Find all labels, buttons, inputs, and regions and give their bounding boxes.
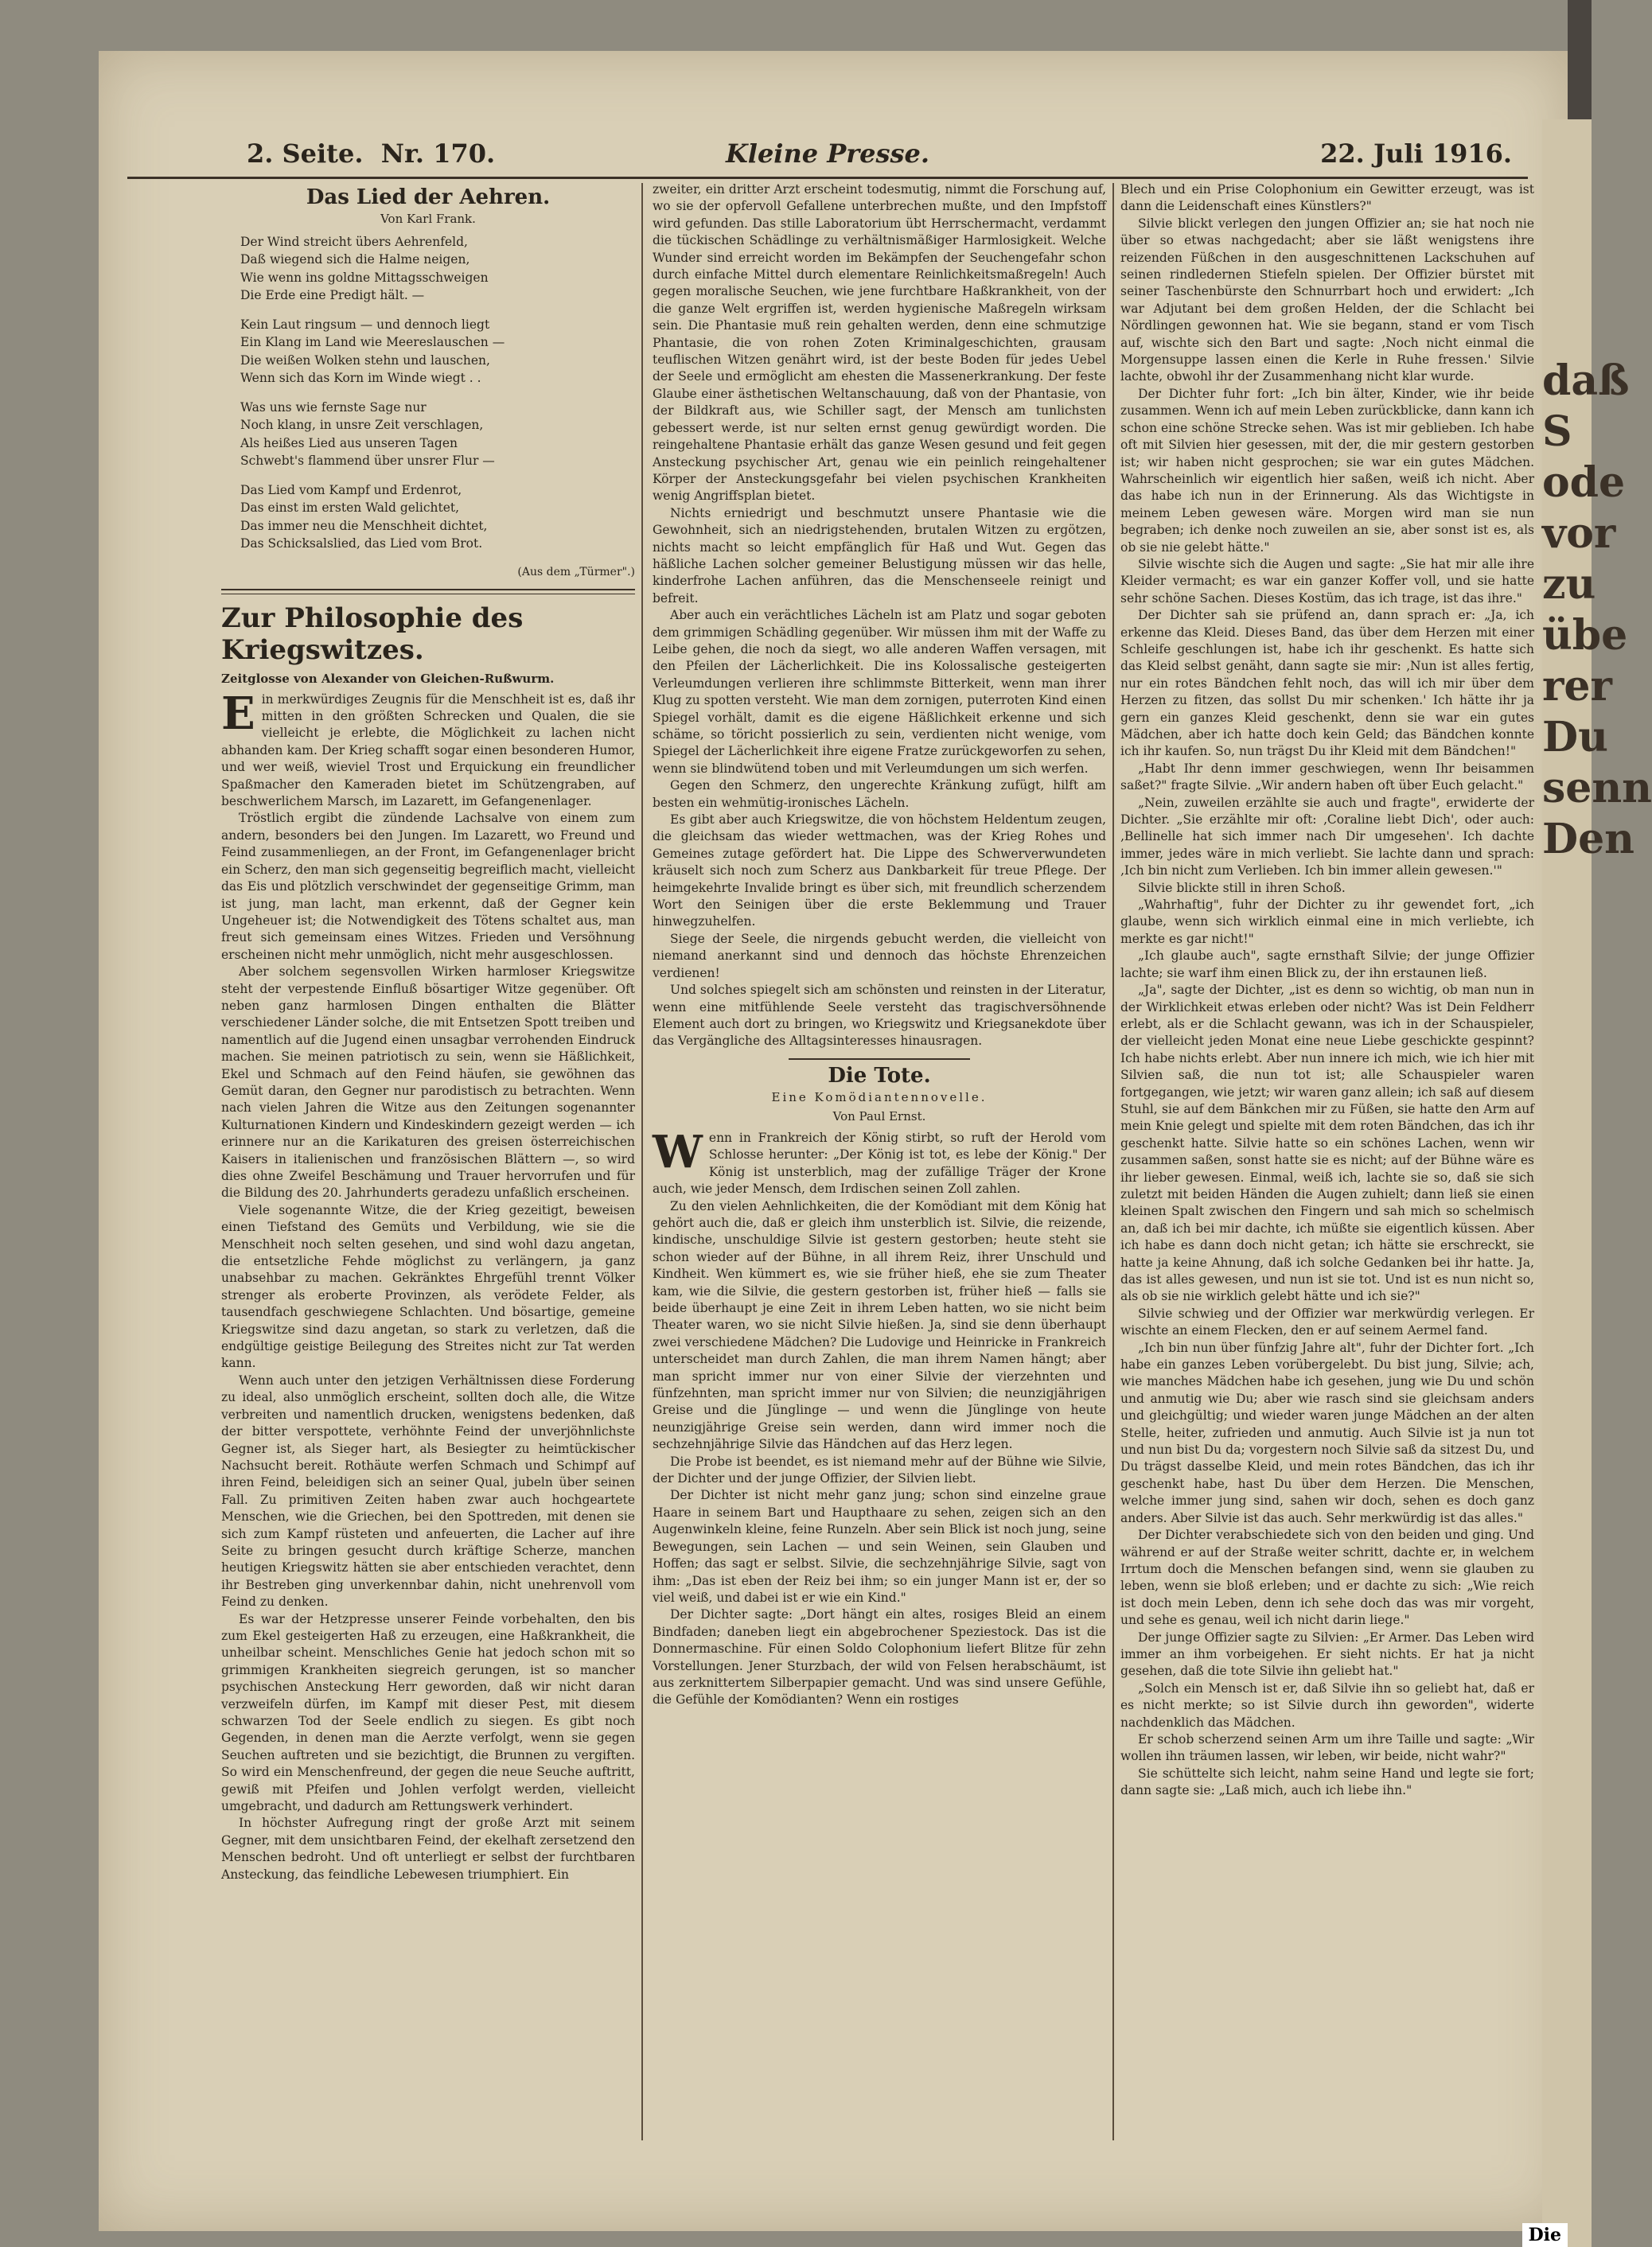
paragraph: Der Dichter fuhr fort: „Ich bin älter, Kinder, wie ihr beide zusammen. Wenn ich auf mein Leben zurückblicke, dann kann ich schon eine schöne Strecke sehen. Was ist mir geblieben. Ich habe oft mit Silvien hier gesessen, mit der, die mir gestern gestorben ist; wir haben nicht gesprochen; sie war ein gutes Mädchen. Wahrscheinlich wir eigentlich hier saßen, weiß ich nicht. Aber das habe ich nun in der Erinnerung. Als das Wichtigste in meinem Leben gewesen wäre. Morgen wird man sie nun begraben; ich denke noch zuweilen an sie, aber sonst ist es, als ob sie nie gelebt hätte." — [1120, 386, 1534, 555]
poem-source: (Aus dem „Türmer".) — [517, 565, 635, 578]
paragraph: Der Dichter sagte: „Dort hängt ein altes, rosiges Bleid an einem Bindfaden; daneben liegt ein abgebrochener Speziestock. Das ist die Donnermaschine. Für einen Soldo Colophonium liefert Blitze für zehn Vorstellungen. Jener Sturzbach, der wild von Felsen herabschäumt, ist aus zerknittertem Silberpapier gemacht. Und was sind unsere Gefühle, die Gefühle der Komödianten? Wenn ein rostiges — [653, 1607, 1106, 1708]
paragraph: Siege der Seele, die nirgends gebucht werden, die vielleicht von niemand anerkannt sind und dennoch das höchste Ehrenzeichen verdienen! — [653, 931, 1106, 980]
divider — [789, 1058, 970, 1060]
column-3 — [1120, 181, 1534, 2139]
paragraph: Silvie blickte still in ihren Schoß. — [1138, 880, 1346, 895]
adjacent-page-fragment: rer — [1542, 662, 1612, 711]
paragraph: „Wahrhaftig", fuhr der Dichter zu ihr gewendet fort, „ich glaube, wenn sich wirklich einmal eine in mich verliebte, ich merkte es gar nicht!" — [1120, 898, 1534, 946]
paragraph: Viele sogenannte Witze, die der Krieg gezeitigt, beweisen einen Tiefstand des Gemüts und Verbildung, wie sie die Menschheit noch selten gesehen, und sind wohl dazu angetan, die entsetzliche Fehde möglichst zu verlängern, ja ganz unabsehbar zu machen. Gekränktes Ehrgefühl trennt Völker strenger als eroberte Provinzen, als verödete Felder, als tausendfach geschwiegene Schlachten. Und bösartige, gemeine Kriegswitze sind dazu angetan, so stark zu verletzen, daß die endgültige geistige Beilegung des Streites nicht zur Tat werden kann. — [221, 1202, 635, 1371]
paragraph: Es war der Hetzpresse unserer Feinde vorbehalten, den bis zum Ekel gesteigerten Haß zu erzeugen, eine Haßkrankheit, die unheilbar scheint. Menschliches Genie hat jedoch schon mit so grimmigen Krankheiten siegreich gerungen, ist so mancher psychischen Ansteckung Herr geworden, daß wir nicht daran verzweifeln dürfen, im Kampf mit dieser Pest, mit diesem schwarzen Tod der Seele endlich zu siegen. Es gibt noch Gegenden, in denen man die Aerzte verfolgt, wenn sie gegen Seuchen auftreten und sie bezichtigt, die Brunnen zu vergiften. So wird ein Menschenfreund, der gegen die neue Seuche auftritt, gewiß mit Pfeifen und Johlen verfolgt werden, vielleicht umgebracht, und dadurch am Rettungswerk verhindert. — [221, 1611, 635, 1814]
paragraph: „Nein, zuweilen erzählte sie auch und fragte", erwiderte der Dichter. „Sie erzählte mir oft: ‚Coraline liebt Dich', oder auch: ‚Bellinelle hat sich immer nach Dir umgesehen'. Ich dachte immer, jedes wäre in mich verliebt. Sie lachte dann und sprach: ‚Ich bin nicht zum Verlieben. Ich bin immer allein gewesen.'" — [1120, 795, 1534, 878]
adjacent-page-fragment: daß — [1542, 356, 1630, 405]
poem-stanza: Kein Laut ringsum — und dennoch liegt Ein Klang im Land wie Meereslauschen — Die weißen Wolken stehn und lauschen, Wenn sich das Korn im Winde wiegt . . — [240, 317, 505, 386]
paragraph: Der Dichter ist nicht mehr ganz jung; schon sind einzelne graue Haare in seinem Bart und Haupthaare zu sehen, zeigen sich an den Augenwinkeln kleine, feine Runzeln. Aber sein Blick ist noch jung, seine Bewegungen, sein Lachen — und sein Weinen, sein Glauben und Hoffen; das sagt er selbst. Silvie, die sechzehnjährige Silvie, sagt von ihm: „Das ist eben der Reiz bei ihm; so ein junger Mann ist er, der so viel weiß, und dabei ist er wie ein Kind." — [653, 1488, 1106, 1605]
paragraph: Wenn auch unter den jetzigen Verhältnissen diese Forderung zu ideal, also unmöglich erscheint, sollten doch alle, die Witze verbreiten und namentlich drucken, wenigstens bedenken, daß der bitter verspottete, verhöhnte Feind der unverjöhnlichste Gegner ist, als Sieger hart, als Besiegter zu heimtückischer Nachsucht bereit. Rothäute werfen Schmach und Schimpf auf ihren Feind, beleidigen sich an seiner Qual, jubeln über seinen Fall. Zu primitiven Zeiten haben zwar auch hochgeartete Menschen, wie die Griechen, bei den Spottreden, mit denen sie sich zum Kampf rüsteten und anfeuerten, die Lacher auf ihre Seite zu bringen gesucht durch kräftige Scherze, manchen heutigen Kriegswitz hätten sie aber entschieden verachtet, denn ihr Bestreben ging unverkennbar dahin, nicht unehrenvoll vom Feind zu denken. — [221, 1373, 635, 1610]
divider — [221, 589, 635, 594]
adjacent-page-fragment: S — [1542, 407, 1572, 456]
novella-dropcap: W — [653, 1125, 703, 1178]
poem-stanza: Was uns wie fernste Sage nur Noch klang, in unsre Zeit verschlagen, Als heißes Lied aus unseren Tagen Schwebt's flammend über unsrer Flur — — [240, 399, 495, 469]
paragraph: enn in Frankreich der König stirbt, so ruft der Herold vom Schlosse herunter: „Der König ist tot, es lebe der König." Der König ist unsterblich, mag der zufällige Träger der Krone auch, wie jeder Mensch, dem Irdischen seinen Zoll zahlen. — [653, 1130, 1106, 1197]
essay-subtitle: Zeitglosse von Alexander von Gleichen-Rußwurm. — [221, 672, 555, 687]
poem-author: Von Karl Frank. — [380, 212, 476, 227]
novella-title: Die Tote. — [828, 1063, 931, 1088]
paragraph: Silvie blickt verlegen den jungen Offizier an; sie hat noch nie über so etwas nachgedacht; aber sie läßt wenigstens ihre reizenden Füßchen in den ausgeschnittenen Lackschuhen auf seinen rindledernen Stiefeln spielen. Der Offizier bürstet mit seiner Taschenbürste den Schnurrbart hoch und erwidert: „Ich war Adjutant bei dem großen Helden, der die Schlacht bei Nördlingen gewonnen hat. Wie sie begann, stand er vom Tisch auf, wischte sich den Bart und sagte: ‚Noch nicht einmal die Morgensuppe lassen einen die Kerle in Ruhe fressen.' Silvie lachte, obwohl ihr der Zusammenhang nicht klar wurde. — [1120, 216, 1534, 384]
paragraph: „Solch ein Mensch ist er, daß Silvie ihn so geliebt hat, daß er es nicht merkte; so ist Silvie durch ihn geworden", widerte nachdenklich das Mädchen. — [1120, 1680, 1534, 1730]
column-1 — [221, 181, 635, 2139]
essay-body — [221, 687, 635, 1883]
paragraph: „Habt Ihr denn immer geschwiegen, wenn Ihr beisammen saßet?" fragte Silvie. „Wir andern haben oft über Euch gelacht." — [1120, 761, 1534, 793]
novella-subtitle: Eine Komödiantennovelle. — [771, 1090, 988, 1105]
paragraph: Er schob scherzend seinen Arm um ihre Taille und sagte: „Wir wollen ihn träumen lassen, wir leben, wir beide, nicht wahr?" — [1120, 1731, 1534, 1764]
essay-dropcap: E — [221, 687, 255, 740]
page-header — [127, 135, 1528, 179]
paragraph: Gegen den Schmerz, den ungerechte Kränkung zufügt, hilft am besten ein wehmütig-ironisches Lächeln. — [653, 778, 1106, 810]
corner-stamp: Die — [1522, 2223, 1568, 2247]
paragraph: zweiter, ein dritter Arzt erscheint todesmutig, nimmt die Forschung auf, wo sie der opfervoll Gefallene unterbrechen mußte, und den Impfstoff wird gefunden. Das stille Laboratorium übt Herrschermacht, verdammt die tückischen Schädlinge zu verhältnismäßiger Harmlosigkeit. Welche Wunder sind erreicht worden im Bekämpfen der Seuchengefahr schon durch einfache Mittel durch elementare Reinlichkeitsmaßregeln! Auch gegen moralische Seuchen, wie jene furchtbare Haßkrankheit, von der die ganze Welt ergriffen ist, werden hygienische Maßregeln wirksam sein. Die Phantasie muß rein gehalten werden, denn eine schmutzige Phantasie, die von rohen Zoten Kriminalgeschichten, grausam teuflischen Witzen genährt wird, ist der beste Boden für jedes Uebel der Seele und ermöglicht am ehesten die Massenerkrankung. Der feste Glaube einer ästhetischen Weltanschauung, daß von der Phantasie, von der Bildkraft aus, wie Schiller sagt, der Mensch am tunlichsten gebessert werde, ist nur selten ernst genug gewürdigt worden. Die reingehaltene Phantasie erhält das ganze Wesen gesund und feit gegen Ansteckung psychischer Art, genau wie ein peinlich reingehaltener Körper der Ansteckungsgefahr bei vielen psychischen Krankheiten wenig Angriffsplan bietet. — [653, 182, 1106, 504]
issue-date: 22. Juli 1916. — [1320, 138, 1512, 169]
paragraph: Aber solchem segensvollen Wirken harmloser Kriegswitze steht der verpestende Einfluß bösartiger Witze gegenüber. Oft neben ganz harmlosen Dingen enthalten die Blätter verschiedener Länder solche, die mit Entsetzen Spott treiben und namentlich auf die Jugend einen unsagbar verrohenden Eindruck machen. Sie meinen patriotisch zu sein, wenn sie Häßlichkeit, Ekel und Schmach auf den Feind häufen, sie gewöhnen das Gemüt daran, den Gegner nur parodistisch zu betrachten. Wenn nach vielen Jahren die Witze aus den Zeitungen sogenannter Kulturnationen Kindern und Kindeskindern gezeigt werden — ich erinnere nur an die Karikaturen des greisen österreichischen Kaisers in italienischen und französischen Blättern —, so wird dies ohne Zweifel Beschämung und Trauer hervorrufen und für die Bildung des 20. Jahrhunderts geradezu unfaßlich erscheinen. — [221, 964, 635, 1201]
adjacent-page-fragment: vor — [1542, 509, 1616, 558]
paragraph: Silvie wischte sich die Augen und sagte: „Sie hat mir alle ihre Kleider vermacht; es war ein ganzer Koffer voll, und sie hatte sehr schöne Sachen. Dieses Kostüm, das ich trage, ist das ihre." — [1120, 556, 1534, 606]
paragraph: Der Dichter sah sie prüfend an, dann sprach er: „Ja, ich erkenne das Kleid. Dieses Band, das über dem Herzen mit einer Schleife geschlungen ist, habe ich ihr geschenkt. Es hatte sich das Kleid selbst genäht, dann sagte sie mir: ‚Nun ist alles fertig, nur ein rotes Bändchen fehlt noch, das will ich mir über dem Herzen zu fitzen, das sollst Du mir schenken.' Ich hätte ihr ja gern ein ganzes Kleid geschenkt, denn sie war ein gutes Mädchen, aber ich hatte doch kein Geld; das Bändchen konnte ich ihr kaufen. So, nun trägst Du ihr Kleid mit dem Bändchen!" — [1120, 608, 1534, 759]
column-2 — [653, 181, 1106, 2139]
essay-continuation — [653, 181, 1106, 1050]
adjacent-page-fragment: Den — [1542, 815, 1634, 863]
novella-body — [653, 1125, 1106, 1709]
paragraph: Nichts erniedrigt und beschmutzt unsere Phantasie wie die Gewohnheit, sich an niedrigstehenden, brutalen Witzen zu ergötzen, nichts macht so leicht empfänglich für Haß und Wut. Gegen das häßliche Lachen solcher gemeiner Belustigung müssen wir das helle, kinderfrohe Lachen anführen, das die Menschenseele reinigt und befreit. — [653, 505, 1106, 606]
paragraph: Und solches spiegelt sich am schönsten und reinsten in der Literatur, wenn eine mitfühlende Seele versteht das tragischversöhnende Element auch dort zu bringen, wo Kriegswitz und Kriegsanekdote über das Vergängliche des Alltagsinteresses hinausragen. — [653, 983, 1106, 1049]
paragraph: Zu den vielen Aehnlichkeiten, die der Komödiant mit dem König hat gehört auch die, daß er gleich ihm unsterblich ist. Silvie, die reizende, kindische, unschuldige Silvie ist gestern gestorben; heute steht sie schon wieder auf der Bühne, in all ihrem Reiz, ihrer Unschuld und Kindheit. Wen kümmert es, wie sie früher hieß, ehe sie zum Theater kam, wie die Silvie, die gestern gestorben ist, früher hieß — falls sie beide überhaupt je eine Zeit in ihrem Leben hatten, wo sie nicht beim Theater waren, wo sie nicht Silvie hießen. Ja, sind sie denn überhaupt zwei verschiedene Mädchen? Die Ludovige und Heinricke in Frankreich unterscheidet man durch Zahlen, die man ihrem Namen hängt; aber man spricht immer nur von einer Silvie der vierzehnten und fünfzehnten, man spricht immer nur von Silvien; die neunzigjährigen Greise und die Jünglinge — und wenn die Jünglinge von heute neunzigjährige Greise sein werden, dann wird immer noch die sechzehnjährige Silvie das Händchen auf das Herz legen. — [653, 1198, 1106, 1452]
column-rule — [1112, 183, 1114, 2140]
paragraph: Es gibt aber auch Kriegswitze, die von höchstem Heldentum zeugen, die gleichsam das wieder wettmachen, was der Krieg Rohes und Gemeines zutage gefördert hat. Die Lippe des Schwerverwundeten kräuselt sich noch zum Scherz aus Dankbarkeit für treue Pflege. Der heimgekehrte Invalide bringt es über sich, mit freundlich scherzendem Wort den Seinigen über die erste Beklemmung und Trauer hinwegzuhelfen. — [653, 812, 1106, 929]
issue-number: Nr. 170. — [380, 138, 496, 169]
poem-body — [240, 233, 635, 553]
poem-title: Das Lied der Aehren. — [306, 185, 551, 209]
newspaper-title: Kleine Presse. — [725, 138, 930, 169]
adjacent-page-fragment: zu — [1542, 560, 1596, 609]
paragraph: Der junge Offizier sagte zu Silvien: „Er Armer. Das Leben wird immer an ihm vorbeigehen. Er sieht nichts. Er hat ja nicht gesehen, daß die tote Silvie ihn geliebt hat." — [1120, 1630, 1534, 1679]
adjacent-page-fragment: ode — [1542, 458, 1626, 507]
paragraph: Blech und ein Prise Colophonium ein Gewitter erzeugt, was ist dann die Leidenschaft eines Künstlers?" — [1120, 182, 1534, 214]
column-rule — [641, 183, 643, 2140]
paragraph: „Ich bin nun über fünfzig Jahre alt", fuhr der Dichter fort. „Ich habe ein ganzes Leben vorübergelebt. Du bist jung, Silvie; ach, wie manches Mädchen habe ich gesehen, jung wie Du und schön und anmutig wie Du; aber wie rasch sind sie gleichsam anders und gleichgültig; und wieder waren junge Mädchen an der alten Stelle, heiter, zufrieden und anmutig. Auch Silvie ist ja nun tot und nun bist Du da; vorgestern noch Silvie saß da sitzest Du, und Du trägst dasselbe Kleid, und mein rotes Bändchen, das ich ihr geschenkt habe, hast Du über dem Herzen. Die Menschen, welche immer jung sind, sahen wir doch, sehen es doch ganz anders. Aber Silvie ist das auch. Sehr merkwürdig ist das alles." — [1120, 1340, 1534, 1525]
paragraph: In höchster Aufregung ringt der große Arzt mit seinem Gegner, mit dem unsichtbaren Feind, der ekelhaft zersetzend den Menschen bedroht. Und oft unterliegt er selbst der furchtbaren Ansteckung, das feindliche Lebewesen triumphiert. Ein — [221, 1816, 635, 1882]
novella-author: Von Paul Ernst. — [832, 1108, 926, 1124]
paragraph: „Ja", sagte der Dichter, „ist es denn so wichtig, ob man nun in der Wirklichkeit etwas erleben oder nicht? Was ist Dein Feldherr erlebt, als er die Schlacht gewann, was ich in der Schauspieler, der vielleicht jeden Monat eine neue Liebe geschickte gespinnt? Ich habe nichts erlebt. Aber nun innere ich mich, wie ich hier mit Silvien saß, die nun tot ist; alle Schauspieler waren fortgegangen, wie jetzt; wir waren ganz allein; ich saß auf diesem Stuhl, sie auf dem Bänkchen mir zu Füßen, sie hatte den Arm auf mein Knie gelegt und spielte mit dem roten Bändchen, das ich ihr geschenkt hatte. Silvie hatte so ein schönes Lachen, wenn wir zusammen saßen, sonst hatte sie es nicht; auf der Bühne wäre es ihr lieber gewesen. Einmal, weiß ich, lachte sie so, daß sie sich zuletzt mit beiden Händen die Augen zuhielt; dann ließ sie einen kleinen Spalt zwischen den Fingern und sah mich so schelmisch an, daß ich bei mir dachte, ich müßte sie eigentlich küssen. Aber ich habe es dann doch nicht getan; ich hätte sie erschreckt, sie hatte ja keine Ahnung, daß ich solche Gedanken bei ihr hatte. Ja, das ist alles gewesen, und nun ist sie tot. Und ist es nun nicht so, als ob sie nie wirklich gelebt hätte und ich sie?" — [1120, 983, 1534, 1304]
essay-title: Zur Philosophie des Kriegswitzes. — [221, 602, 524, 667]
paragraph: Der Dichter verabschiedete sich von den beiden und ging. Und während er auf der Straße weiter schritt, dachte er, in welchem Irrtum doch die Menschen befangen sind, wenn sie glauben zu leben, wenn sie bloß erleben; und er dachte zu sich: „Wie reich ist doch mein Leben, denn ich sehe doch das was mir vorgeht, und sehe es genau, weil ich nicht darin liege." — [1120, 1528, 1534, 1628]
poem-stanza: Das Lied vom Kampf und Erdenrot, Das einst im ersten Wald gelichtet, Das immer neu die Menschheit dichtet, Das Schicksalslied, das Lied vom Brot. — [240, 482, 488, 551]
paragraph: Tröstlich ergibt die zündende Lachsalve von einem zum andern, besonders bei den Jungen. Im Lazarett, wo Freund und Feind zusammenliegen, an der Front, im Gefangenenlager bricht ein Scherz, den man sich gegenseitig begreiflich macht, vielleicht das Eis und plötzlich verschwindet der gegenseitige Grimm, man ist jung, man lacht, man erkennt, daß der Gegner kein Ungeheuer ist; die Notwendigkeit des Tötens schaltet aus, man freut sich gemeinsam eines Witzes. Frieden und Versöhnung erscheinen nicht mehr unmöglich, nicht mehr ausgeschlossen. — [221, 811, 635, 962]
paragraph: „Ich glaube auch", sagte ernsthaft Silvie; der junge Offizier lachte; sie warf ihm einen Blick zu, der ihn erstaunen ließ. — [1120, 948, 1534, 980]
adjacent-page-strip — [1542, 119, 1652, 2247]
paragraph: Die Probe ist beendet, es ist niemand mehr auf der Bühne wie Silvie, der Dichter und der junge Offizier, der Silvien liebt. — [653, 1454, 1106, 1486]
novella-continuation — [1120, 181, 1534, 1800]
paragraph: Sie schüttelte sich leicht, nahm seine Hand und legte sie fort; dann sagte sie: „Laß mich, auch ich liebe ihn." — [1120, 1766, 1534, 1798]
paragraph: in merkwürdiges Zeugnis für die Menschheit ist es, daß ihr mitten in den größten Schrecken und Qualen, die sie vielleicht je erlebte, die Möglichkeit zu lachen nicht abhanden kam. Der Krieg schafft sogar einen besonderen Humor, und wer weiß, wieviel Trost und Erquickung ein freundlicher Spaßmacher den Kameraden bietet im Schützengraben, auf beschwerlichem Marsch, im Lazarett, im Gefangenenlager. — [221, 691, 635, 809]
poem-stanza: Der Wind streicht übers Aehrenfeld, Daß wiegend sich die Halme neigen, Wie wenn ins goldne Mittagsschweigen Die Erde eine Predigt hält. — — [240, 234, 489, 303]
adjacent-page-fragment: senn — [1542, 764, 1652, 812]
adjacent-page-fragment: übe — [1542, 611, 1628, 660]
page-number: 2. Seite. Nr. 170. — [247, 138, 496, 169]
paragraph: Aber auch ein verächtliches Lächeln ist am Platz und sogar geboten dem grimmigen Schädling gegenüber. Wir müssen ihm mit der Waffe zu Leibe gehen, die noch da siegt, wo alle anderen Waffen versagen, mit den Pfeilen der Lächerlichkeit. Die ins Kolossalische gesteigerten Verleumdungen verlieren ihre schlimmste Bitterkeit, wenn man ihrer Klug zu spotten versteht. Wie man dem zornigen, puterroten Kind einen Spiegel vorhält, damit es die eigene Häßlichkeit erkenne und sich schäme, so töricht possierlich zu sein, verdienten nicht wenige, vom Spiegel der Lächerlichkeit ihre eigene Fratze zurückgeworfen zu sehen, wenn sie blindwütend toben und mit Verleumdungen um sich werfen. — [653, 608, 1106, 776]
paragraph: Silvie schwieg und der Offizier war merkwürdig verlegen. Er wischte an einem Flecken, den er auf seinem Aermel fand. — [1120, 1306, 1534, 1338]
adjacent-page-fragment: Du — [1542, 713, 1608, 761]
